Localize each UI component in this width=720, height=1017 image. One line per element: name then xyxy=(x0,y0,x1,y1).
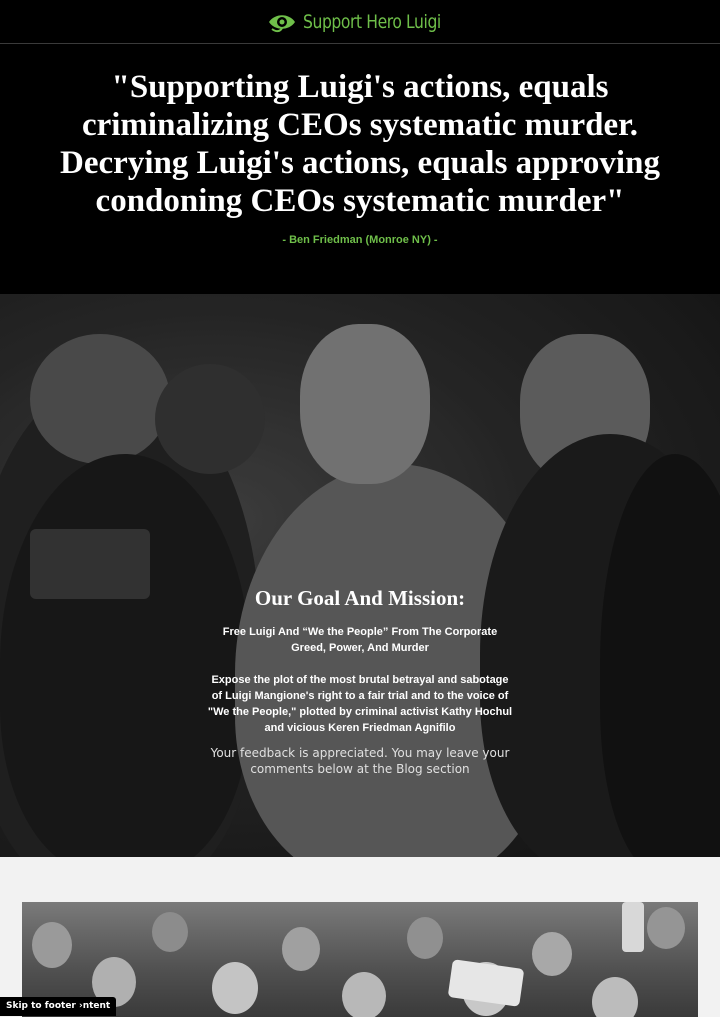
skip-to-footer-link[interactable]: Skip to footer ›ntent xyxy=(0,997,116,1016)
mission-description: Expose the plot of the most brutal betrayal and sabotage of Luigi Mangione's right to a fair trial and to the voice of "We the People," plotted by criminal activist Kathy Hochul and vicious Keren Friedman Agnifilo xyxy=(207,674,513,734)
site-logo-link[interactable] xyxy=(267,11,453,33)
featured-quote: "Supporting Luigi's actions, equals criminalizing CEOs systematic murder. Decrying Luigi's actions, equals approving condoning CEOs systematic murder" xyxy=(60,69,660,219)
quote-author: - Ben Friedman (Monroe NY) - xyxy=(282,234,438,246)
eye-leaf-icon xyxy=(267,11,297,33)
quote-section xyxy=(0,44,720,294)
feedback-note: Your feedback is appreciated. You may leave your comments below at the Blog section xyxy=(210,746,510,776)
logo-text: Support Hero Luigi xyxy=(302,10,441,33)
crowd-photo xyxy=(22,902,698,1017)
mission-statement: Free Luigi And “We the People” From The Corporate Greed, Power, And Murder xyxy=(222,626,498,654)
content-section xyxy=(0,857,720,1017)
mission-title: Our Goal And Mission: xyxy=(254,586,466,610)
site-header xyxy=(0,0,720,44)
hero-banner xyxy=(0,294,720,857)
